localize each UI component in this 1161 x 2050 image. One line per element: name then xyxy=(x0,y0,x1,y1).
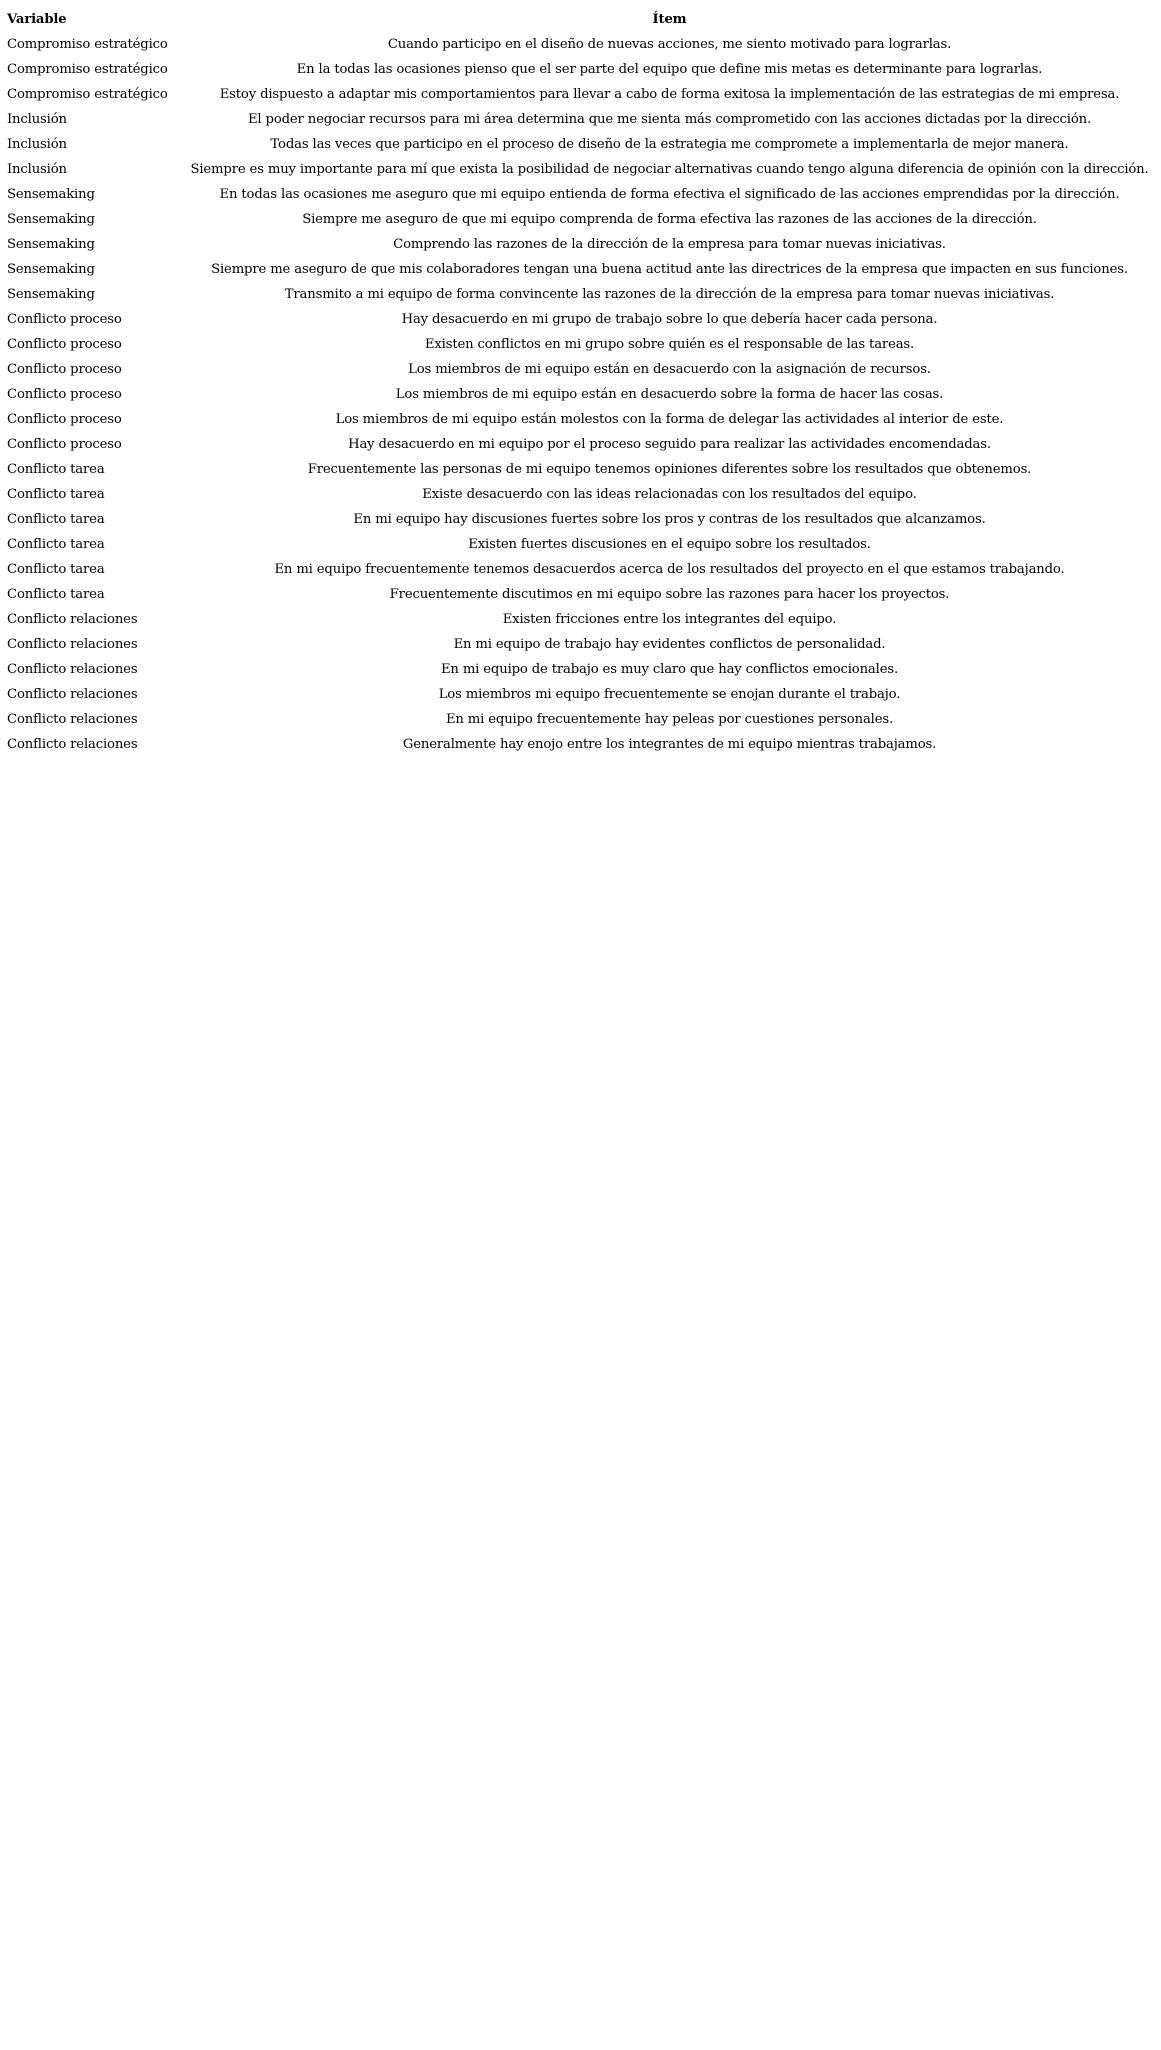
item-cell: Existen conflictos en mi grupo sobre quién es el responsable de las tareas. xyxy=(424,337,915,352)
item-cell: En la todas las ocasiones pienso que el ser parte del equipo que define mis metas es determinante para lograrlas. xyxy=(296,62,1043,77)
variable-cell: Compromiso estratégico xyxy=(7,37,168,52)
table-row xyxy=(7,357,1158,382)
variable-cell: Conflicto tarea xyxy=(7,487,105,502)
variable-cell: Conflicto relaciones xyxy=(7,637,138,652)
item-cell: En todas las ocasiones me aseguro que mi equipo entienda de forma efectiva el significado de las acciones emprendidas por la dirección. xyxy=(219,187,1120,202)
variable-cell: Conflicto tarea xyxy=(7,462,105,477)
item-cell: Generalmente hay enojo entre los integrantes de mi equipo mientras trabajamos. xyxy=(402,737,937,752)
table-row xyxy=(7,507,1158,532)
variable-cell: Conflicto relaciones xyxy=(7,737,138,752)
item-cell: Los miembros de mi equipo están en desacuerdo con la asignación de recursos. xyxy=(408,362,931,377)
table-row xyxy=(7,707,1158,732)
variable-cell: Conflicto relaciones xyxy=(7,712,138,727)
table-row xyxy=(7,457,1158,482)
table-row xyxy=(7,382,1158,407)
item-cell: Cuando participo en el diseño de nuevas acciones, me siento motivado para lograrlas. xyxy=(387,37,952,52)
item-cell: Estoy dispuesto a adaptar mis comportamientos para llevar a cabo de forma exitosa la implementación de las estrategias de mi empresa. xyxy=(219,87,1120,102)
item-cell: En mi equipo de trabajo es muy claro que hay conflictos emocionales. xyxy=(440,662,899,677)
item-cell: En mi equipo de trabajo hay evidentes conflictos de personalidad. xyxy=(453,637,886,652)
header-item: Ítem xyxy=(652,12,687,27)
item-cell: El poder negociar recursos para mi área determina que me sienta más comprometido con las acciones dictadas por la dirección. xyxy=(247,112,1092,127)
table-row xyxy=(7,82,1158,107)
variable-cell: Conflicto tarea xyxy=(7,562,105,577)
variable-cell: Conflicto proceso xyxy=(7,362,122,377)
item-cell: Comprendo las razones de la dirección de la empresa para tomar nuevas iniciativas. xyxy=(393,237,946,252)
variable-cell: Conflicto proceso xyxy=(7,437,122,452)
table-row xyxy=(7,632,1158,657)
variable-cell: Conflicto proceso xyxy=(7,337,122,352)
variable-cell: Conflicto tarea xyxy=(7,537,105,552)
variable-cell: Inclusión xyxy=(7,137,67,152)
table-row xyxy=(7,157,1158,182)
item-cell: En mi equipo frecuentemente tenemos desacuerdos acerca de los resultados del proyecto en el que estamos trabajando. xyxy=(274,562,1065,577)
table-header xyxy=(7,7,1158,32)
table-row xyxy=(7,732,1158,757)
variable-cell: Conflicto relaciones xyxy=(7,662,138,677)
variable-cell: Conflicto relaciones xyxy=(7,612,138,627)
variable-cell: Conflicto relaciones xyxy=(7,687,138,702)
item-cell: Existen fricciones entre los integrantes del equipo. xyxy=(502,612,837,627)
variable-cell: Conflicto proceso xyxy=(7,312,122,327)
table-row xyxy=(7,232,1158,257)
item-cell: En mi equipo frecuentemente hay peleas por cuestiones personales. xyxy=(445,712,894,727)
item-cell: Existen fuertes discusiones en el equipo sobre los resultados. xyxy=(468,537,871,552)
item-cell: Existe desacuerdo con las ideas relacionadas con los resultados del equipo. xyxy=(422,487,917,502)
table-row xyxy=(7,282,1158,307)
table-row xyxy=(7,657,1158,682)
item-cell: Frecuentemente discutimos en mi equipo sobre las razones para hacer los proyectos. xyxy=(389,587,950,602)
table-row xyxy=(7,32,1158,57)
table-row xyxy=(7,557,1158,582)
variable-cell: Inclusión xyxy=(7,162,67,177)
table-row xyxy=(7,307,1158,332)
table-row xyxy=(7,682,1158,707)
variable-cell: Compromiso estratégico xyxy=(7,87,168,102)
table-row xyxy=(7,257,1158,282)
variable-cell: Sensemaking xyxy=(7,262,95,277)
item-cell: Todas las veces que participo en el proceso de diseño de la estrategia me compromete a implementarla de mejor manera. xyxy=(270,137,1069,152)
item-cell: Los miembros de mi equipo están en desacuerdo sobre la forma de hacer las cosas. xyxy=(395,387,944,402)
variable-cell: Conflicto tarea xyxy=(7,587,105,602)
table-row xyxy=(7,332,1158,357)
table-row xyxy=(7,57,1158,82)
item-cell: Siempre me aseguro de que mi equipo comprenda de forma efectiva las razones de las acciones de la dirección. xyxy=(302,212,1037,227)
header-variable: Variable xyxy=(7,12,67,27)
item-cell: Los miembros mi equipo frecuentemente se enojan durante el trabajo. xyxy=(438,687,901,702)
table-row xyxy=(7,407,1158,432)
item-cell: En mi equipo hay discusiones fuertes sobre los pros y contras de los resultados que alcanzamos. xyxy=(353,512,986,527)
table-row xyxy=(7,182,1158,207)
items-table xyxy=(7,7,1158,757)
variable-cell: Sensemaking xyxy=(7,237,95,252)
item-cell: Los miembros de mi equipo están molestos con la forma de delegar las actividades al interior de este. xyxy=(335,412,1004,427)
item-cell: Siempre es muy importante para mí que exista la posibilidad de negociar alternativas cuando tengo alguna diferencia de opinión con la dirección. xyxy=(190,162,1149,177)
variable-cell: Sensemaking xyxy=(7,212,95,227)
table-row xyxy=(7,432,1158,457)
table-row xyxy=(7,582,1158,607)
item-cell: Hay desacuerdo en mi equipo por el proceso seguido para realizar las actividades encomendadas. xyxy=(348,437,991,452)
variable-cell: Sensemaking xyxy=(7,287,95,302)
table-row xyxy=(7,207,1158,232)
item-cell: Transmito a mi equipo de forma convincente las razones de la dirección de la empresa para tomar nuevas iniciativas. xyxy=(284,287,1055,302)
item-cell: Siempre me aseguro de que mis colaboradores tengan una buena actitud ante las directrices de la empresa que impacten en sus funciones. xyxy=(211,262,1128,277)
variable-cell: Compromiso estratégico xyxy=(7,62,168,77)
table-row xyxy=(7,482,1158,507)
variable-cell: Conflicto proceso xyxy=(7,412,122,427)
table-row xyxy=(7,532,1158,557)
item-cell: Frecuentemente las personas de mi equipo tenemos opiniones diferentes sobre los resultados que obtenemos. xyxy=(307,462,1032,477)
header-row xyxy=(7,7,1158,32)
variable-cell: Inclusión xyxy=(7,112,67,127)
variable-cell: Conflicto tarea xyxy=(7,512,105,527)
table-row xyxy=(7,107,1158,132)
table-row xyxy=(7,607,1158,632)
table-row xyxy=(7,132,1158,157)
variable-cell: Sensemaking xyxy=(7,187,95,202)
item-cell: Hay desacuerdo en mi grupo de trabajo sobre lo que debería hacer cada persona. xyxy=(401,312,938,327)
table-body xyxy=(7,32,1158,757)
variable-cell: Conflicto proceso xyxy=(7,387,122,402)
